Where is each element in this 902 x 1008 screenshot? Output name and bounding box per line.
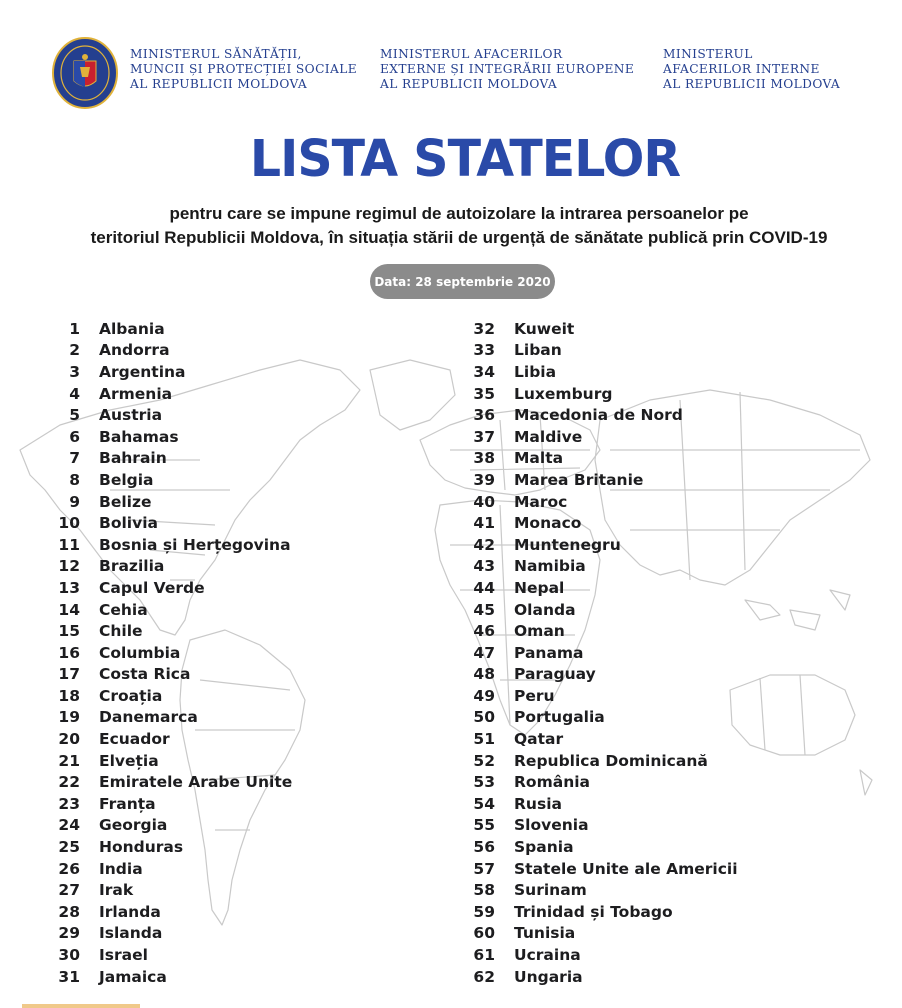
country-number: 48 [473,665,495,684]
country-number: 60 [473,924,495,943]
country-list-item [40,512,292,534]
country-name: India [99,859,143,878]
country-list-item [455,469,738,491]
country-name: Olanda [514,600,576,619]
subtitle-line-1: pentru care se impune regimul de autoizolare la intrarea persoanelor pe [169,204,749,223]
country-name: Costa Rica [99,665,191,684]
country-name: Monaco [514,514,582,533]
country-list-item [455,340,738,362]
country-number: 16 [58,643,80,662]
country-number: 29 [58,924,80,943]
country-name: Statele Unite ale Americii [514,859,738,878]
country-list-item [455,448,738,470]
country-number: 19 [58,708,80,727]
page-subtitle [0,202,902,250]
country-name: Spania [514,838,574,857]
country-list-item [40,577,292,599]
country-number: 61 [473,946,495,965]
country-list-item [40,901,292,923]
country-list-item [40,944,292,966]
country-name: Ungaria [514,967,583,986]
country-name: Belize [99,492,152,511]
country-list-item [40,534,292,556]
country-list-item [455,923,738,945]
country-list-item [40,966,292,988]
country-name: Bosnia și Herțegovina [99,535,291,554]
ministry-health-labour-social: MINISTERUL SĂNĂTĂȚII, MUNCII ȘI PROTECȚIEI SOCIALE AL REPUBLICII MOLDOVA [130,47,357,92]
country-number: 27 [58,881,80,900]
country-list-item [40,383,292,405]
country-name: Ecuador [99,730,170,749]
country-name: Jamaica [99,967,167,986]
country-number: 59 [473,902,495,921]
country-list-item [455,944,738,966]
date-badge: Data: 28 septembrie 2020 [370,264,555,299]
country-list-item [40,448,292,470]
country-list-item [455,577,738,599]
country-number: 44 [473,578,495,597]
country-number: 52 [473,751,495,770]
ministry-internal-affairs: MINISTERUL AFACERILOR INTERNE AL REPUBLICII MOLDOVA [663,47,841,92]
country-name: Argentina [99,362,186,381]
country-number: 57 [473,859,495,878]
country-list-item [40,664,292,686]
country-name: Austria [99,406,163,425]
country-list-item [40,556,292,578]
greenland-outline [370,360,455,430]
country-number: 23 [58,794,80,813]
subtitle-line-2: teritoriul Republicii Moldova, în situația stării de urgență de sănătate publică prin COVID-19 [90,228,828,247]
country-name: Chile [99,622,143,641]
country-name: Qatar [514,730,564,749]
country-list-item [40,620,292,642]
country-number: 5 [69,406,80,425]
country-list-item [455,879,738,901]
country-list-item [455,685,738,707]
country-list-item [455,707,738,729]
country-number: 8 [69,470,80,489]
country-number: 17 [58,665,80,684]
country-name: Rusia [514,794,562,813]
country-name: România [514,773,591,792]
country-list-item [40,361,292,383]
country-number: 28 [58,902,80,921]
country-name: Armenia [99,384,173,403]
country-number: 33 [473,341,495,360]
country-list-item [455,426,738,448]
country-number: 58 [473,881,495,900]
country-name: Irak [99,881,134,900]
country-name: Georgia [99,816,168,835]
country-number: 39 [473,470,495,489]
country-name: Maroc [514,492,568,511]
country-list-item [455,383,738,405]
country-name: Kuweit [514,319,575,338]
country-list-item [455,361,738,383]
country-list-item [455,966,738,988]
country-number: 4 [69,384,80,403]
country-list-item [455,404,738,426]
country-number: 35 [473,384,495,403]
country-name: Surinam [514,881,587,900]
country-number: 2 [69,341,80,360]
country-number: 11 [58,535,80,554]
country-number: 25 [58,838,80,857]
country-list-item [40,599,292,621]
country-name: Ucraina [514,946,581,965]
country-number: 26 [58,859,80,878]
country-list-item [40,318,292,340]
country-number: 62 [473,967,495,986]
country-number: 47 [473,643,495,662]
country-number: 31 [58,967,80,986]
country-name: Muntenegru [514,535,621,554]
country-number: 38 [473,449,495,468]
country-name: Namibia [514,557,586,576]
country-name: Bahamas [99,427,179,446]
country-number: 30 [58,946,80,965]
country-number: 50 [473,708,495,727]
country-list-item [40,685,292,707]
country-name: Nepal [514,578,565,597]
country-number: 20 [58,730,80,749]
country-list-item [455,901,738,923]
country-list-item [40,728,292,750]
country-list-item [40,404,292,426]
country-number: 36 [473,406,495,425]
country-name: Maldive [514,427,583,446]
header [0,0,902,120]
country-number: 9 [69,492,80,511]
country-list-item [40,750,292,772]
country-name: Belgia [99,470,154,489]
country-number: 34 [473,362,495,381]
country-name: Franța [99,794,156,813]
country-list-item [40,923,292,945]
country-number: 12 [58,557,80,576]
country-list-item [455,620,738,642]
country-name: Slovenia [514,816,589,835]
country-list-item [40,491,292,513]
country-number: 40 [473,492,495,511]
country-list-right [455,318,738,987]
country-list-item [40,815,292,837]
country-name: Islanda [99,924,163,943]
country-number: 41 [473,514,495,533]
country-number: 51 [473,730,495,749]
country-name: Peru [514,686,555,705]
country-number: 14 [58,600,80,619]
country-number: 10 [58,514,80,533]
country-number: 53 [473,773,495,792]
country-name: Emiratele Arabe Unite [99,773,293,792]
country-list-item [40,340,292,362]
country-number: 45 [473,600,495,619]
country-list-item [455,858,738,880]
ministry-foreign-affairs: MINISTERUL AFACERILOR EXTERNE ȘI INTEGRĂRII EUROPENE AL REPUBLICII MOLDOVA [380,47,635,92]
country-number: 7 [69,449,80,468]
country-name: Danemarca [99,708,198,727]
country-list-item [455,642,738,664]
country-name: Libia [514,362,557,381]
country-name: Andorra [99,341,170,360]
country-number: 21 [58,751,80,770]
country-name: Malta [514,449,564,468]
country-list-item [455,556,738,578]
country-name: Macedonia de Nord [514,406,683,425]
country-name: Tunisia [514,924,576,943]
country-number: 42 [473,535,495,554]
australia-outline [730,675,855,755]
country-name: Columbia [99,643,181,662]
page-title: LISTA STATELOR [249,130,681,189]
country-list-item [40,707,292,729]
country-number: 43 [473,557,495,576]
country-number: 1 [69,319,80,338]
country-number: 18 [58,686,80,705]
country-name: Oman [514,622,565,641]
country-number: 54 [473,794,495,813]
country-number: 37 [473,427,495,446]
country-name: Marea Britanie [514,470,644,489]
country-name: Republica Dominicană [514,751,708,770]
country-name: Luxemburg [514,384,613,403]
country-list-item [40,469,292,491]
country-list-item [40,426,292,448]
country-list-item [455,836,738,858]
country-number: 32 [473,319,495,338]
country-name: Croația [99,686,163,705]
country-number: 22 [58,773,80,792]
country-list-item [455,793,738,815]
country-name: Irlanda [99,902,161,921]
country-name: Elveția [99,751,159,770]
country-number: 46 [473,622,495,641]
country-list-item [455,728,738,750]
country-number: 13 [58,578,80,597]
country-name: Bolivia [99,514,158,533]
country-number: 6 [69,427,80,446]
country-list-item [455,491,738,513]
country-list-left [40,318,292,987]
country-list-item [455,771,738,793]
country-name: Albania [99,319,165,338]
country-number: 49 [473,686,495,705]
country-list-item [455,664,738,686]
country-number: 55 [473,816,495,835]
country-list-item [40,642,292,664]
country-list-item [40,879,292,901]
country-list-item [455,750,738,772]
country-name: Honduras [99,838,184,857]
country-list-item [455,599,738,621]
country-name: Portugalia [514,708,605,727]
moldova-coat-of-arms-seal [52,37,118,109]
country-name: Brazilia [99,557,165,576]
country-list-item [455,815,738,837]
country-name: Israel [99,946,148,965]
bottom-accent-bar [22,1004,140,1008]
country-number: 3 [69,362,80,381]
country-name: Bahrain [99,449,167,468]
country-list-item [455,512,738,534]
country-name: Trinidad și Tobago [514,902,673,921]
country-number: 56 [473,838,495,857]
country-list-item [40,836,292,858]
country-list-item [40,793,292,815]
country-name: Paraguay [514,665,596,684]
country-name: Panama [514,643,584,662]
country-name: Liban [514,341,562,360]
country-list-item [455,534,738,556]
country-list-item [40,771,292,793]
country-number: 15 [58,622,80,641]
country-list-item [40,858,292,880]
country-name: Capul Verde [99,578,205,597]
country-number: 24 [58,816,80,835]
country-name: Cehia [99,600,148,619]
country-list-item [455,318,738,340]
